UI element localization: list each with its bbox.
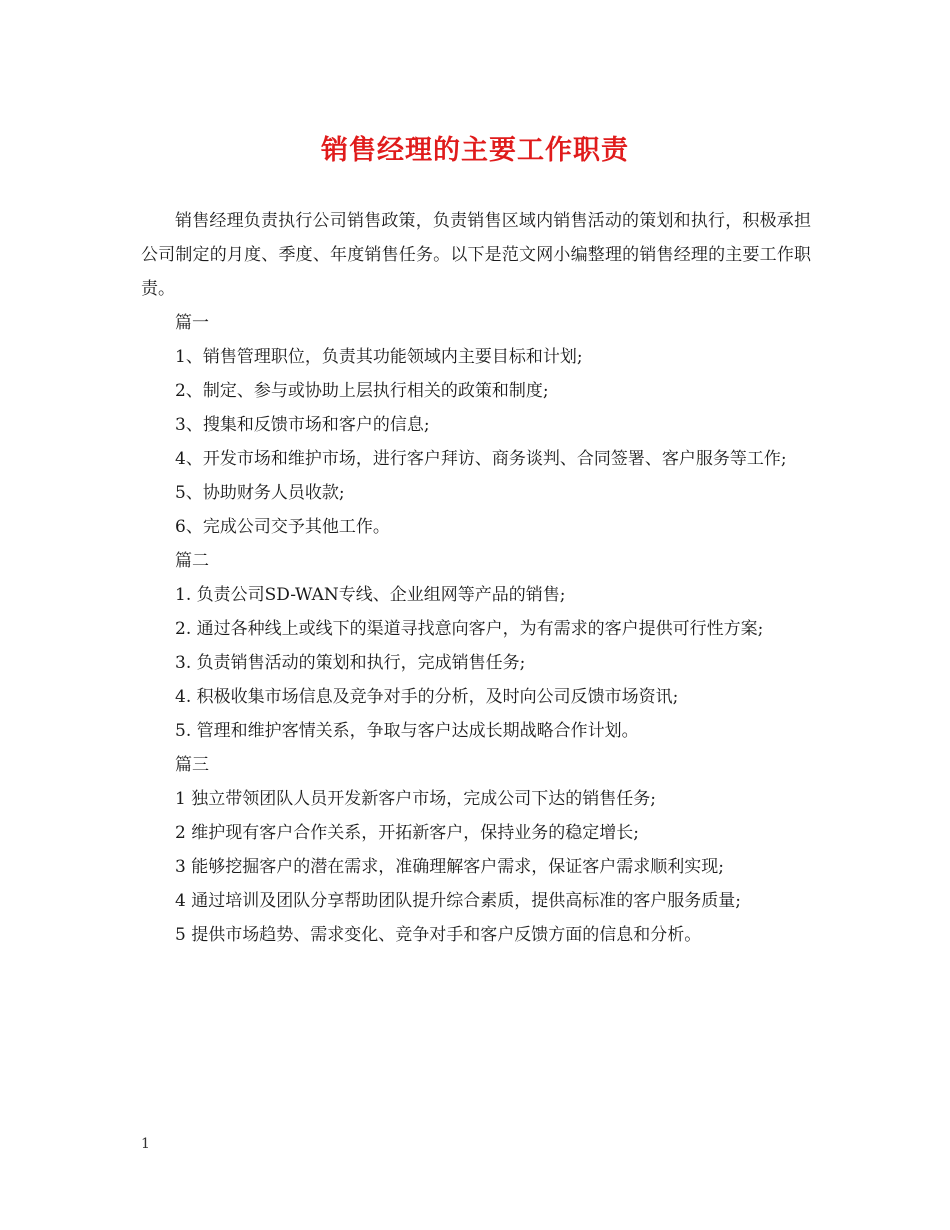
list-item: 4、开发市场和维护市场，进行客户拜访、商务谈判、合同签署、客户服务等工作; <box>175 449 787 469</box>
section-heading: 篇三 <box>175 755 209 775</box>
list-item: 2. 通过各种线上或线下的渠道寻找意向客户，为有需求的客户提供可行性方案; <box>175 619 764 639</box>
document-title: 销售经理的主要工作职责 <box>321 135 629 166</box>
section-heading: 篇二 <box>175 551 209 571</box>
list-item: 5. 管理和维护客情关系，争取与客户达成长期战略合作计划。 <box>175 721 639 741</box>
list-item: 1、销售管理职位，负责其功能领域内主要目标和计划; <box>175 347 583 367</box>
list-item: 2 维护现有客户合作关系，开拓新客户，保持业务的稳定增长; <box>175 823 639 843</box>
list-item: 3. 负责销售活动的策划和执行，完成销售任务; <box>175 653 526 673</box>
page-number: 1 <box>141 1136 150 1152</box>
list-item: 4 通过培训及团队分享帮助团队提升综合素质，提供高标准的客户服务质量; <box>175 891 741 911</box>
list-item: 3 能够挖掘客户的潜在需求，准确理解客户需求，保证客户需求顺利实现; <box>175 857 724 877</box>
list-item: 4. 积极收集市场信息及竞争对手的分析，及时向公司反馈市场资讯; <box>175 687 679 707</box>
list-item: 1 独立带领团队人员开发新客户市场，完成公司下达的销售任务; <box>175 789 656 809</box>
list-item: 2、制定、参与或协助上层执行相关的政策和制度; <box>175 381 549 401</box>
document-body <box>141 204 811 952</box>
list-item: 3、搜集和反馈市场和客户的信息; <box>175 415 430 435</box>
list-item: 5、协助财务人员收款; <box>175 483 345 503</box>
list-item: 1. 负责公司SD-WAN专线、企业组网等产品的销售; <box>175 585 566 605</box>
intro-paragraph: 销售经理负责执行公司销售政策，负责销售区域内销售活动的策划和执行，积极承担公司制定的月度、季度、年度销售任务。以下是范文网小编整理的销售经理的主要工作职责。 <box>141 211 811 299</box>
section-heading: 篇一 <box>175 313 209 333</box>
list-item: 6、完成公司交予其他工作。 <box>175 517 390 537</box>
list-item: 5 提供市场趋势、需求变化、竞争对手和客户反馈方面的信息和分析。 <box>175 925 702 945</box>
